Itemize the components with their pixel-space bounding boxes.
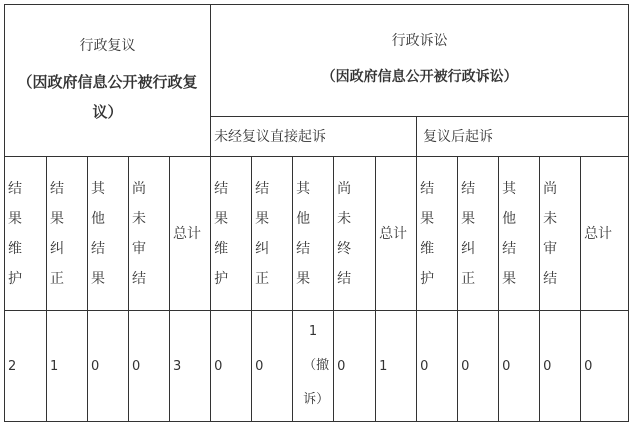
- table-cell: 0: [88, 311, 129, 422]
- column-header: 其他结果: [499, 157, 540, 311]
- column-header: 总计: [581, 157, 629, 311]
- column-header: 结果纠正: [252, 157, 293, 311]
- column-header: 总计: [376, 157, 417, 311]
- table-cell: 0: [581, 311, 629, 422]
- table-cell: 1: [47, 311, 88, 422]
- column-header: 结果纠正: [458, 157, 499, 311]
- table-cell: 0: [417, 311, 458, 422]
- column-header: 其他结果: [88, 157, 129, 311]
- direct-suit-header: 未经复议直接起诉: [211, 117, 417, 157]
- litigation-subtitle: （因政府信息公开被行政诉讼）: [321, 68, 518, 85]
- table-cell-note: 1（撤诉）: [293, 311, 334, 422]
- table-cell: 0: [252, 311, 293, 422]
- table-cell: 1: [376, 311, 417, 422]
- column-header: 结果维护: [211, 157, 252, 311]
- admin-review-header: [5, 5, 211, 157]
- column-header: 总计: [170, 157, 211, 311]
- table-cell: 0: [129, 311, 170, 422]
- admin-review-subtitle: （因政府信息公开被行政复议）: [17, 72, 198, 121]
- column-header: 尚未终结: [334, 157, 376, 311]
- litigation-title: 行政诉讼: [391, 32, 448, 49]
- table-cell: 3: [170, 311, 211, 422]
- column-header: 其他结果: [293, 157, 334, 311]
- table-cell: 0: [211, 311, 252, 422]
- column-header: 结果维护: [417, 157, 458, 311]
- table-cell: 0: [458, 311, 499, 422]
- statistics-table: [4, 4, 629, 422]
- table-row: [5, 311, 629, 422]
- column-header: 结果维护: [5, 157, 47, 311]
- admin-review-title: 行政复议: [79, 37, 136, 54]
- table-cell: 0: [540, 311, 581, 422]
- table-cell: 2: [5, 311, 47, 422]
- column-header: 尚未审结: [129, 157, 170, 311]
- litigation-header: [211, 5, 629, 117]
- after-review-suit-header: 复议后起诉: [417, 117, 629, 157]
- column-header: 结果纠正: [47, 157, 88, 311]
- table-cell: 0: [334, 311, 376, 422]
- table-cell: 0: [499, 311, 540, 422]
- column-header: 尚未审结: [540, 157, 581, 311]
